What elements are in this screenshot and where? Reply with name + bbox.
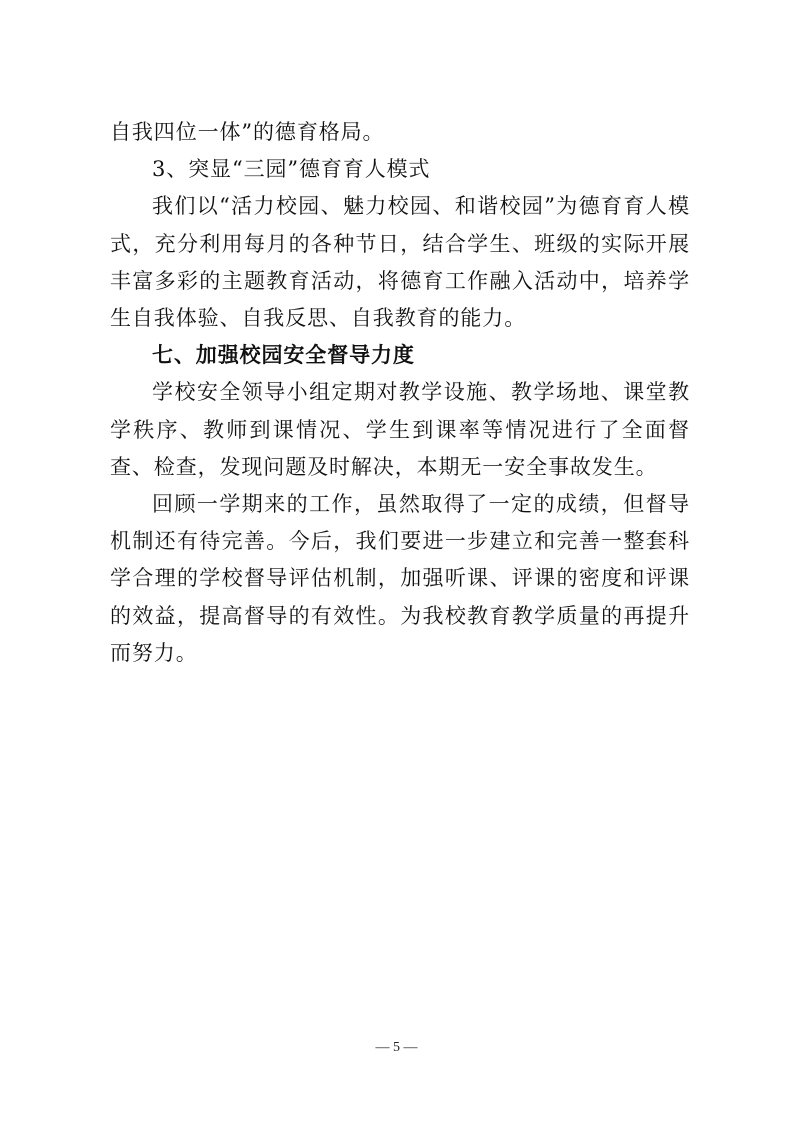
paragraph-safety-inspection: 学校安全领导小组定期对教学设施、教学场地、课堂教学秩序、教师到课情况、学生到课率等情况进行了全面督查、检查，发现问题及时解决，本期无一安全事故发生。	[110, 380, 690, 479]
subheading-three-gardens: 3、突显“三园”德育育人模式	[152, 157, 431, 182]
paragraph-review: 回顾一学期来的工作，虽然取得了一定的成绩，但督导机制还有待完善。今后，我们要进一步建立和完善一整套科学合理的学校督导评估机制，加强听课、评课的密度和评课的效益，提高督导的有效性。为我校教育教学质量的再提升而努力。	[110, 492, 690, 665]
section-heading-safety: 七、加强校园安全督导力度	[152, 343, 415, 368]
paragraph-moral-education: 我们以“活力校园、魅力校园、和谐校园”为德育育人模式，充分利用每月的各种节日，结合学生、班级的实际开展丰富多彩的主题教育活动，将德育工作融入活动中，培养学生自我体验、自我反思、自我教育的能力。	[110, 194, 690, 331]
paragraph-continuation: 自我四位一体”的德育格局。	[110, 120, 385, 144]
page-number: — 5 —	[375, 1040, 418, 1055]
document-body	[110, 114, 690, 672]
